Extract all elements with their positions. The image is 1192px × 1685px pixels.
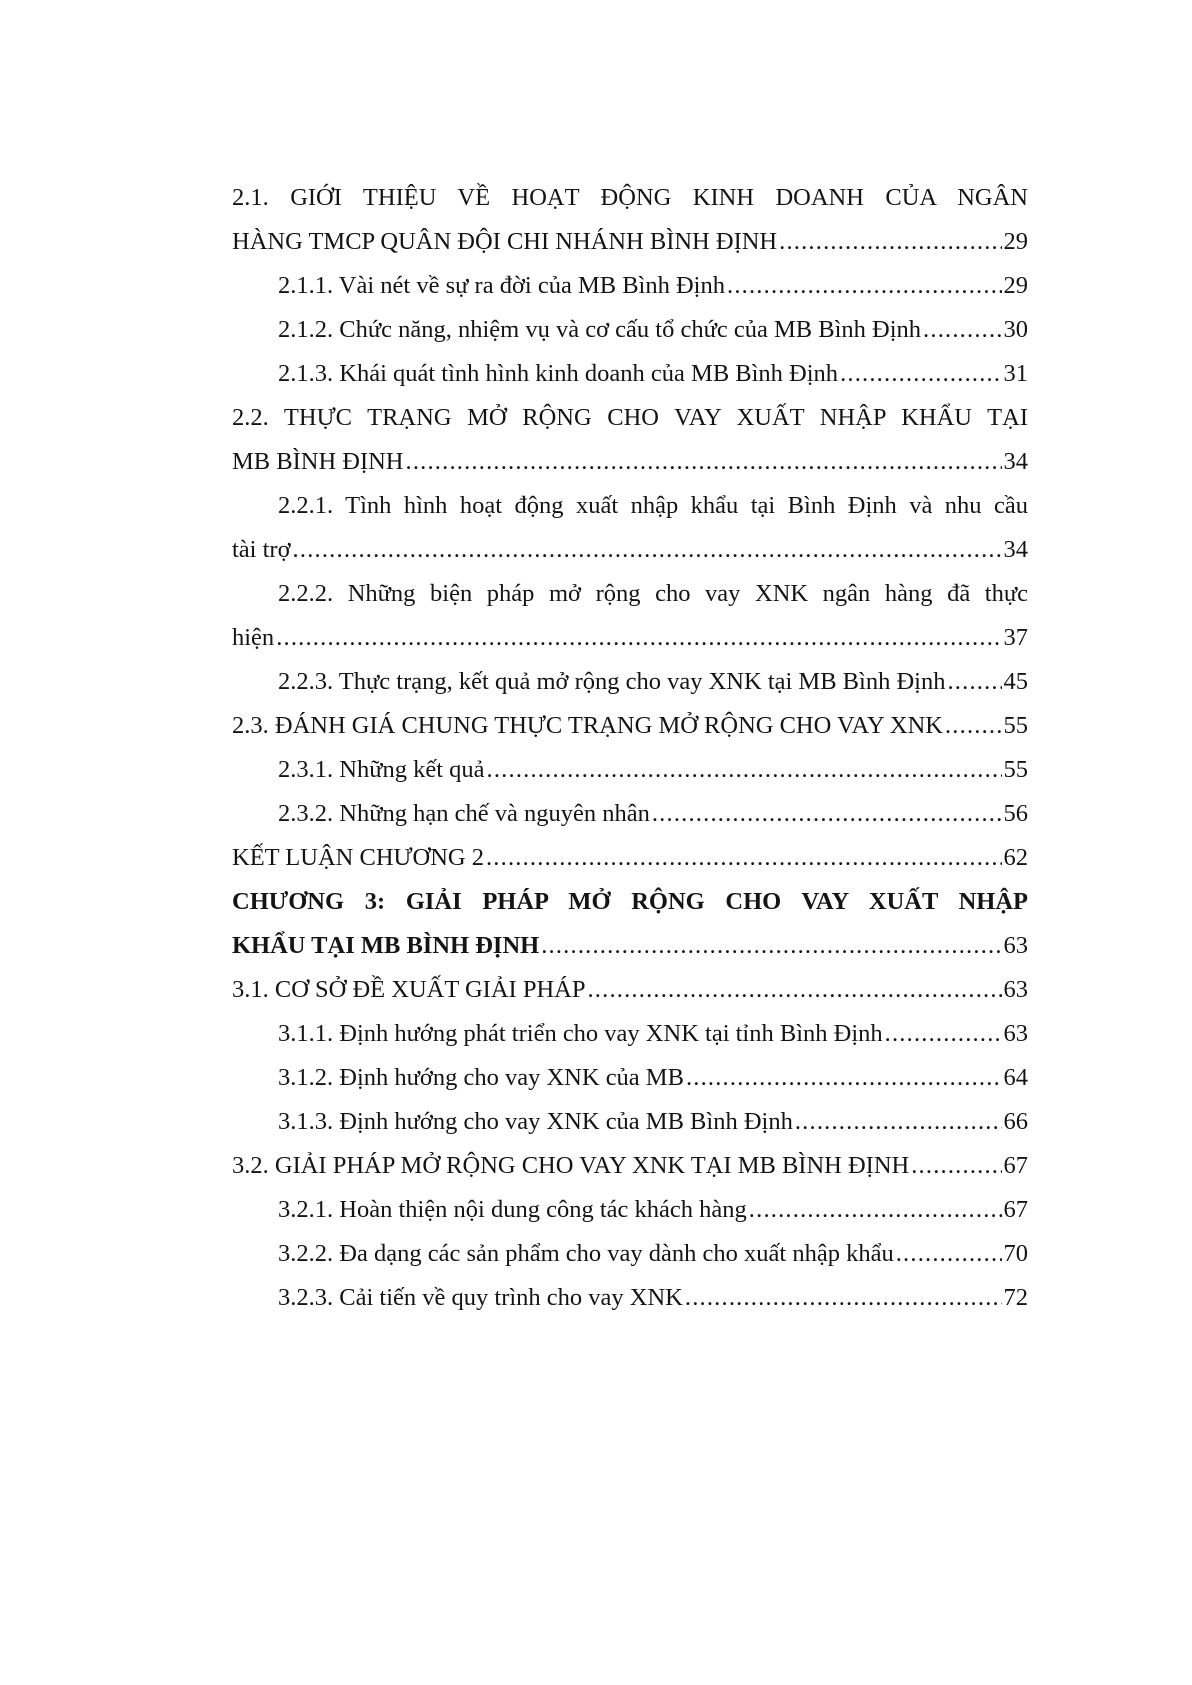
toc-page-number: 56 (1003, 800, 1028, 827)
toc-entry-title: hiện (232, 624, 275, 651)
toc-entry-title: 2.2.2. Những biện pháp mở rộng cho vay XNK ngân hàng đã thực (278, 580, 1028, 607)
toc-entry-title: 3.1. CƠ SỞ ĐỀ XUẤT GIẢI PHÁP (232, 976, 586, 1003)
toc-page-number: 34 (1003, 536, 1028, 563)
toc-page-number: 55 (1003, 756, 1028, 783)
toc-entry-title: 3.2.1. Hoàn thiện nội dung công tác khách hàng (278, 1196, 747, 1223)
toc-entry-title: KHẨU TẠI MB BÌNH ĐỊNH (232, 932, 540, 959)
dot-leader (896, 1232, 1002, 1276)
toc-entry-s2-3-1 (232, 748, 1028, 792)
toc-entry-s2-2-1-line-2 (232, 528, 1028, 572)
toc-entry-title: 2.1.1. Vài nét về sự ra đời của MB Bình Định (278, 272, 725, 299)
dot-leader (685, 1276, 1002, 1320)
dot-leader (727, 264, 1002, 308)
toc-entry-title: 3.1.3. Định hướng cho vay XNK của MB Bình Định (278, 1108, 793, 1135)
toc-page-number: 29 (1003, 228, 1028, 255)
dot-leader (293, 528, 1002, 572)
toc-entry-title: CHƯƠNG 3: GIẢI PHÁP MỞ RỘNG CHO VAY XUẤT NHẬP (232, 888, 1028, 915)
toc-entry-s3-2-1 (232, 1188, 1028, 1232)
toc-page-number: 34 (1003, 448, 1028, 475)
toc-entry-title: 2.2.1. Tình hình hoạt động xuất nhập khẩu tại Bình Định và nhu cầu (278, 492, 1028, 519)
toc-entry-ch3-line-1 (232, 880, 1028, 924)
toc-entry-title: 2.2. THỰC TRẠNG MỞ RỘNG CHO VAY XUẤT NHẬP KHẨU TẠI (232, 404, 1028, 431)
dot-leader (686, 1056, 1002, 1100)
toc-entry-title: 2.3.1. Những kết quả (278, 756, 485, 783)
dot-leader (795, 1100, 1002, 1144)
dot-leader (587, 968, 1001, 1012)
toc-entry-s3-2 (232, 1144, 1028, 1188)
toc-entry-s3-1-2 (232, 1056, 1028, 1100)
toc-page-number: 67 (1003, 1196, 1028, 1223)
toc-entry-title: MB BÌNH ĐỊNH (232, 448, 404, 475)
dot-leader (406, 440, 1002, 484)
toc-entry-title: 2.1.2. Chức năng, nhiệm vụ và cơ cấu tổ chức của MB Bình Định (278, 316, 922, 343)
toc-entry-s3-1-3 (232, 1100, 1028, 1144)
toc-page-number: 37 (1003, 624, 1028, 651)
toc-page-number: 67 (1003, 1152, 1028, 1179)
toc-page-number: 63 (1003, 932, 1028, 959)
toc-entry-title: 3.1.1. Định hướng phát triển cho vay XNK tại tỉnh Bình Định (278, 1020, 883, 1047)
toc-entry-s3-1-1 (232, 1012, 1028, 1056)
toc-entry-title: 2.3. ĐÁNH GIÁ CHUNG THỰC TRẠNG MỞ RỘNG CHO VAY XNK (232, 712, 943, 739)
dot-leader (947, 660, 1001, 704)
toc-entry-title: 3.2.2. Đa dạng các sản phẩm cho vay dành cho xuất nhập khẩu (278, 1240, 894, 1267)
toc-entry-s2-2-2-line-2 (232, 616, 1028, 660)
toc-entry-s2-1-3 (232, 352, 1028, 396)
dot-leader (541, 924, 1001, 968)
dot-leader (923, 308, 1001, 352)
toc-page-number: 66 (1003, 1108, 1028, 1135)
dot-leader (911, 1144, 1001, 1188)
toc-page-number: 70 (1003, 1240, 1028, 1267)
toc-entry-s2-2-line-2 (232, 440, 1028, 484)
toc-page-number: 72 (1003, 1284, 1028, 1311)
dot-leader (840, 352, 1001, 396)
toc-entry-s2-2-3 (232, 660, 1028, 704)
toc-page-number: 55 (1003, 712, 1028, 739)
toc-page-number: 63 (1003, 976, 1028, 1003)
dot-leader (652, 792, 1002, 836)
table-of-contents (232, 176, 1028, 1320)
toc-entry-title: 3.2. GIẢI PHÁP MỞ RỘNG CHO VAY XNK TẠI MB BÌNH ĐỊNH (232, 1152, 910, 1179)
dot-leader (487, 748, 1002, 792)
toc-entry-title: 2.2.3. Thực trạng, kết quả mở rộng cho vay XNK tại MB Bình Định (278, 668, 946, 695)
toc-entry-title: tài trợ (232, 536, 291, 563)
toc-entry-s3-1 (232, 968, 1028, 1012)
toc-entry-ch3-line-2 (232, 924, 1028, 968)
toc-entry-s2-3 (232, 704, 1028, 748)
toc-entry-s2-1-1 (232, 264, 1028, 308)
toc-entry-title: 2.3.2. Những hạn chế và nguyên nhân (278, 800, 650, 827)
dot-leader (276, 616, 1001, 660)
toc-entry-title: 2.1. GIỚI THIỆU VỀ HOẠT ĐỘNG KINH DOANH CỦA NGÂN (232, 184, 1028, 211)
toc-page-number: 30 (1003, 316, 1028, 343)
toc-entry-title: 3.1.2. Định hướng cho vay XNK của MB (278, 1064, 684, 1091)
toc-entry-s2-1-2 (232, 308, 1028, 352)
toc-page-number: 62 (1003, 844, 1028, 871)
toc-entry-s2-2-2-line-1 (232, 572, 1028, 616)
toc-entry-kl2 (232, 836, 1028, 880)
dot-leader (779, 220, 1001, 264)
toc-page-number: 31 (1003, 360, 1028, 387)
toc-entry-s2-2-1-line-1 (232, 484, 1028, 528)
dot-leader (885, 1012, 1002, 1056)
toc-entry-title: 3.2.3. Cải tiến về quy trình cho vay XNK (278, 1284, 683, 1311)
toc-page-number: 63 (1003, 1020, 1028, 1047)
dot-leader (749, 1188, 1002, 1232)
toc-page-number: 29 (1003, 272, 1028, 299)
toc-entry-title: 2.1.3. Khái quát tình hình kinh doanh của MB Bình Định (278, 360, 839, 387)
toc-entry-s2-2-line-1 (232, 396, 1028, 440)
toc-entry-s3-2-3 (232, 1276, 1028, 1320)
dot-leader (945, 704, 1002, 748)
toc-entry-title: KẾT LUẬN CHƯƠNG 2 (232, 844, 484, 871)
dot-leader (486, 836, 1002, 880)
toc-page-number: 45 (1003, 668, 1028, 695)
toc-entry-title: HÀNG TMCP QUÂN ĐỘI CHI NHÁNH BÌNH ĐỊNH (232, 228, 778, 255)
toc-entry-s2-1-line-2 (232, 220, 1028, 264)
toc-entry-s3-2-2 (232, 1232, 1028, 1276)
toc-entry-s2-1-line-1 (232, 176, 1028, 220)
toc-page-number: 64 (1003, 1064, 1028, 1091)
toc-entry-s2-3-2 (232, 792, 1028, 836)
